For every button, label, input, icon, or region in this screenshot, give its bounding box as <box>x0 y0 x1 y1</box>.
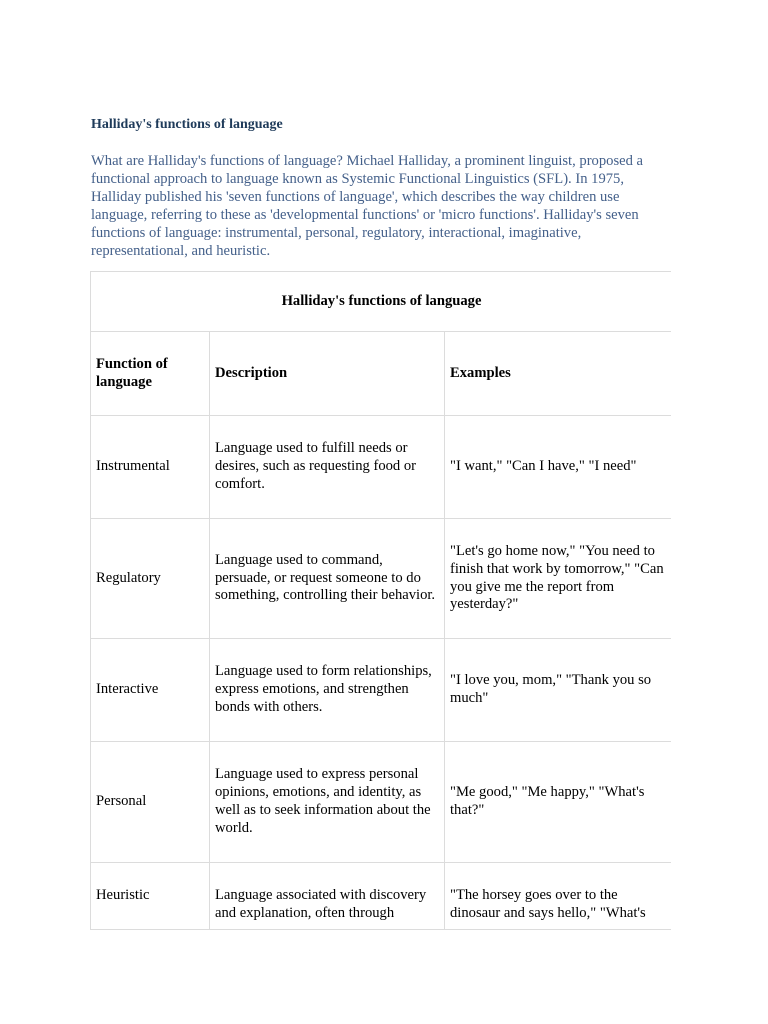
description-cell: Language used to form relationships, express emotions, and strengthen bonds with others. <box>210 639 445 742</box>
examples-cell: "I want," "Can I have," "I need" <box>445 416 672 519</box>
table-row <box>91 519 672 639</box>
table-header-row <box>91 332 672 416</box>
table-row <box>91 863 672 931</box>
description-cell: Language used to fulfill needs or desires, such as requesting food or comfort. <box>210 416 445 519</box>
examples-cell: "Me good," "Me happy," "What's that?" <box>445 742 672 863</box>
intro-paragraph: What are Halliday's functions of language? Michael Halliday, a prominent linguist, proposed a functional approach to language known as Systemic Functional Linguistics (SFL). In 1975, Halliday published his 'seven functions of language', which describes the way children use language, referring to these as 'developmental functions' or 'micro functions'. Halliday's seven functions of language: instrumental, personal, regulatory, interactional, imaginative, representational, and heuristic. <box>91 153 644 259</box>
description-cell: Language associated with discovery and explanation, often through <box>210 863 445 931</box>
description-cell: Language used to express personal opinions, emotions, and identity, as well as to seek information about the world. <box>210 742 445 863</box>
examples-cell: "I love you, mom," "Thank you so much" <box>445 639 672 742</box>
function-cell: Personal <box>91 742 210 863</box>
function-cell: Interactive <box>91 639 210 742</box>
examples-cell: "The horsey goes over to the dinosaur and says hello," "What's <box>445 863 672 931</box>
table-row <box>91 639 672 742</box>
column-header-examples: Examples <box>445 332 672 416</box>
function-cell: Heuristic <box>91 863 210 931</box>
column-header-description: Description <box>210 332 445 416</box>
table-caption: Halliday's functions of language <box>91 272 672 332</box>
examples-cell: "Let's go home now," "You need to finish that work by tomorrow," "Can you give me the report from yesterday?" <box>445 519 672 639</box>
page-title: Halliday's functions of language <box>91 117 283 132</box>
column-header-function: Function of language <box>91 332 210 416</box>
functions-table-container <box>90 271 671 930</box>
function-cell: Instrumental <box>91 416 210 519</box>
table-caption-row <box>91 272 672 332</box>
description-cell: Language used to command, persuade, or request someone to do something, controlling their behavior. <box>210 519 445 639</box>
function-cell: Regulatory <box>91 519 210 639</box>
table-row <box>91 416 672 519</box>
functions-table <box>90 271 671 930</box>
table-row <box>91 742 672 863</box>
